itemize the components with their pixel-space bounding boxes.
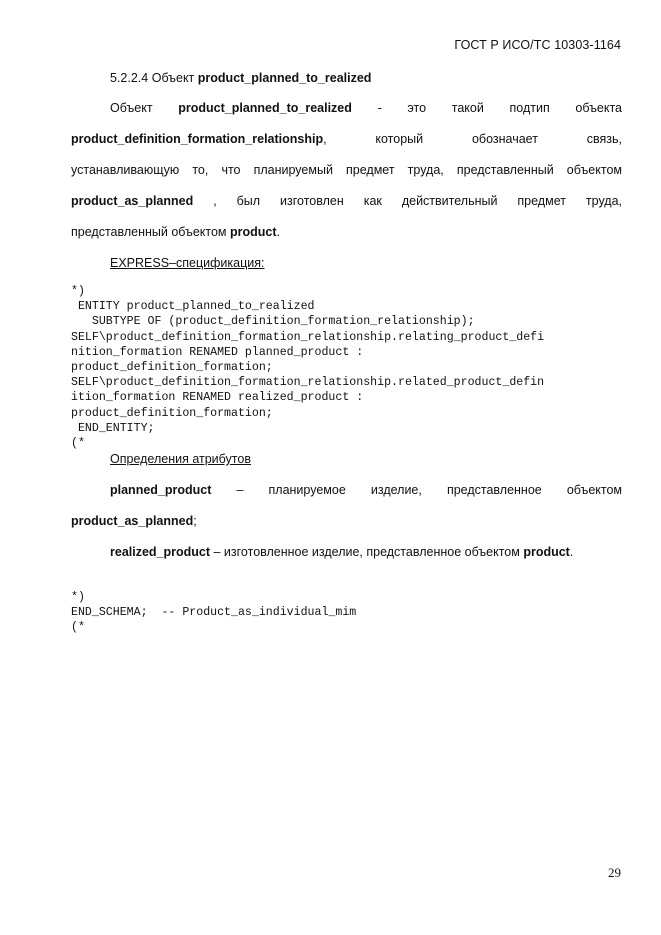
end-schema-code-block [71, 590, 356, 636]
code-line: *) [71, 591, 85, 604]
code-line: SELF\product_definition_formation_relationship.related_product_defin [71, 376, 545, 390]
intro-text: как [363, 194, 382, 208]
intro-line-4 [71, 193, 622, 209]
attribute-name: planned_product [110, 483, 212, 497]
attr-text: представленное [446, 483, 542, 497]
attributes-heading-text: Определения атрибутов [110, 452, 251, 466]
intro-text: , [213, 194, 217, 208]
intro-text: представленный объектом [71, 225, 230, 239]
attr-text: . [569, 545, 574, 559]
intro-text: изготовлен [280, 194, 344, 208]
intro-text: , [323, 132, 327, 146]
intro-text: это [407, 101, 427, 115]
entity-name: product [230, 225, 277, 239]
attr-planned-line-2 [71, 513, 622, 529]
attr-text: ; [193, 514, 197, 528]
code-line: END_SCHEMA; -- Product_as_individual_mim [71, 606, 357, 620]
entity-name: product_as_planned [71, 194, 194, 208]
entity-name: product_as_planned [71, 514, 194, 528]
code-line: ition_formation RENAMED realized_product : [71, 391, 364, 405]
attr-text: – изготовленное изделие, представленное объектом [210, 545, 524, 559]
attr-text: изделие, [370, 483, 422, 497]
attr-realized-line [110, 544, 622, 560]
section-number: 5.2.2.4 [110, 71, 149, 85]
code-line: product_definition_formation; [71, 361, 273, 375]
entity-name: product [523, 545, 570, 559]
intro-text: Объект [110, 101, 153, 115]
intro-text: - [377, 101, 382, 115]
attr-text: планируемое [268, 483, 346, 497]
code-line: product_definition_formation; [71, 406, 273, 420]
intro-text: был [236, 194, 261, 208]
intro-text: такой [451, 101, 484, 115]
intro-line-2 [71, 131, 622, 147]
attr-text: – [236, 483, 244, 497]
intro-text: . [276, 225, 281, 239]
intro-text: связь, [586, 132, 622, 146]
intro-text: действительный [401, 194, 498, 208]
section-title-prefix: Объект [151, 71, 195, 85]
code-line: SUBTYPE OF (product_definition_formation_relationship); [71, 315, 475, 329]
entity-name: product_planned_to_realized [178, 101, 352, 115]
attribute-name: realized_product [110, 545, 211, 559]
intro-line-1 [110, 100, 622, 116]
intro-text: предмет [517, 194, 566, 208]
attr-planned-line-1 [110, 482, 622, 498]
intro-text: который [375, 132, 424, 146]
document-code: ГОСТ Р ИСО/ТС 10303-1164 [454, 38, 621, 52]
section-entity-name: product_planned_to_realized [197, 71, 372, 85]
intro-text: подтип [509, 101, 550, 115]
supertype-name: product_definition_formation_relationship [71, 132, 324, 146]
code-line: (* [71, 437, 85, 451]
attributes-heading [110, 451, 622, 467]
intro-text: обозначает [471, 132, 538, 146]
section-heading [110, 70, 622, 86]
code-line: (* [71, 621, 85, 635]
code-line: nition_formation RENAMED planned_product : [71, 345, 364, 359]
code-line: *) [71, 285, 85, 298]
intro-line-5 [71, 224, 622, 240]
express-heading-text: EXPRESS–спецификация: [110, 256, 265, 270]
attr-text: объектом [566, 483, 623, 497]
page-number: 29 [608, 865, 621, 880]
code-line: ENTITY product_planned_to_realized [71, 300, 315, 314]
express-code-block [71, 284, 544, 451]
intro-line-3: устанавливающую то, что планируемый предмет труда, представленный объектом [71, 163, 622, 177]
intro-text: труда, [585, 194, 623, 208]
code-line: END_ENTITY; [71, 421, 155, 435]
code-line: SELF\product_definition_formation_relationship.relating_product_defi [71, 330, 545, 344]
intro-supertype-group [71, 132, 327, 146]
intro-text: объекта [575, 101, 622, 115]
express-heading [110, 255, 622, 271]
